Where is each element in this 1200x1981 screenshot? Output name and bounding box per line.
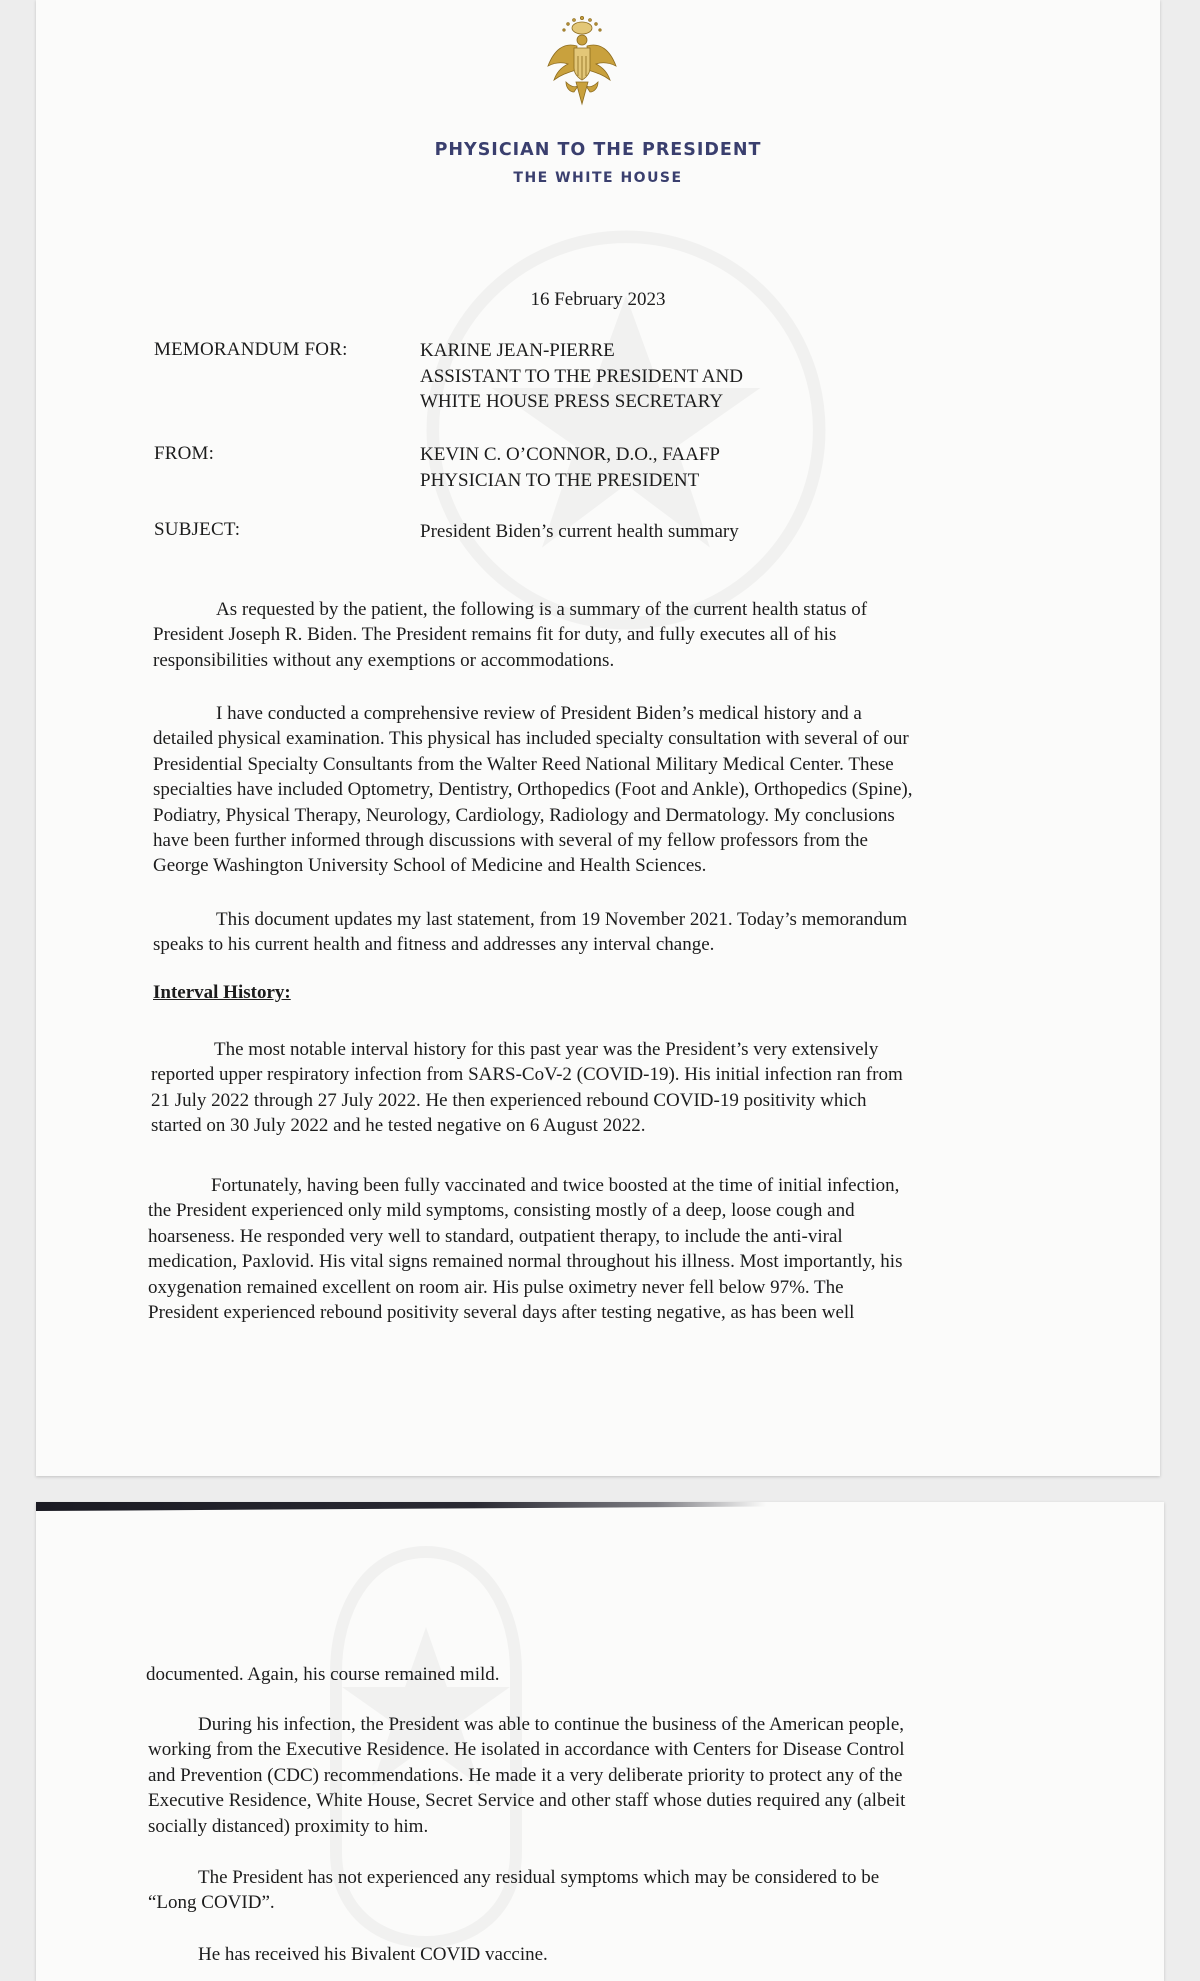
paragraph-line: specialties have included Optometry, Dentistry, Orthopedics (Foot and Ankle), Orthopedics (Spine), [153, 779, 913, 801]
memo-subject: President Biden’s current health summary [420, 521, 739, 542]
paragraph-line: This document updates my last statement, from 19 November 2021. Today’s memorandum [216, 909, 908, 930]
paragraph-line: hoarseness. He responded very well to standard, outpatient therapy, to include the anti-viral [148, 1225, 843, 1247]
body-paragraph [153, 907, 907, 958]
paragraph-line: detailed physical examination. This physical has included specialty consultation with several of our [153, 728, 909, 750]
paragraph-line: started on 30 July 2022 and he tested negative on 6 August 2022. [151, 1115, 646, 1137]
memo-from-line: PHYSICIAN TO THE PRESIDENT [420, 469, 700, 491]
paragraph-line: As requested by the patient, the following is a summary of the current health status of [216, 599, 868, 620]
paragraph-line: George Washington University School of Medicine and Health Sciences. [153, 855, 707, 877]
memo-page-2 [36, 1502, 1164, 1981]
letterhead-subtitle: THE WHITE HOUSE [513, 170, 683, 186]
body-paragraph [151, 1037, 903, 1139]
paragraph-line: socially distanced) proximity to him. [148, 1815, 429, 1837]
paragraph-line: have been further informed through discussions with several of my fellow professors from the [153, 830, 868, 852]
paragraph-line: and Prevention (CDC) recommendations. He made it a very deliberate priority to protect any of the [148, 1764, 903, 1786]
paragraph-line: reported upper respiratory infection from SARS-CoV-2 (COVID-19). His initial infection ran from [151, 1064, 903, 1086]
memo-for-line: WHITE HOUSE PRESS SECRETARY [420, 391, 724, 412]
memo-from-line: KEVIN C. O’CONNOR, D.O., FAAFP [420, 444, 720, 465]
scan-edge-shadow [36, 1502, 766, 1511]
body-paragraph [148, 1942, 548, 1967]
paragraph-line: documented. Again, his course remained mild. [146, 1664, 500, 1685]
body-paragraph [148, 1173, 902, 1325]
paragraph-line: Podiatry, Physical Therapy, Neurology, Cardiology, Radiology and Dermatology. My conclusions [153, 804, 895, 826]
paragraph-line: Executive Residence, White House, Secret Service and other staff whose duties required any (albeit [148, 1790, 906, 1812]
paragraph-line: medication, Paxlovid. His vital signs remained normal throughout his illness. Most importantly, his [148, 1251, 903, 1273]
paragraph-line: During his infection, the President was able to continue the business of the American people, [198, 1714, 904, 1735]
paragraph-line: I have conducted a comprehensive review of President Biden’s medical history and a [216, 703, 862, 724]
paragraph-line: President Joseph R. Biden. The President remains fit for duty, and fully executes all of his [153, 624, 837, 646]
body-paragraph [148, 1865, 879, 1916]
memo-for-line: KARINE JEAN-PIERRE [420, 340, 615, 361]
presidential-eagle-seal-icon [544, 12, 620, 110]
paragraph-line: “Long COVID”. [148, 1892, 275, 1914]
paragraph-line: Fortunately, having been fully vaccinated and twice boosted at the time of initial infection, [211, 1175, 900, 1196]
paragraph-line: responsibilities without any exemptions or accommodations. [153, 649, 615, 671]
memo-date: 16 February 2023 [530, 289, 666, 310]
paragraph-line: The most notable interval history for this past year was the President’s very extensively [214, 1039, 879, 1060]
paragraph-line: President experienced rebound positivity several days after testing negative, as has been well [148, 1302, 855, 1324]
body-paragraph [153, 701, 912, 879]
paragraph-line: working from the Executive Residence. He isolated in accordance with Centers for Disease Control [148, 1739, 905, 1761]
paragraph-line: The President has not experienced any residual symptoms which may be considered to be [198, 1867, 880, 1888]
body-paragraph [148, 1712, 905, 1839]
paragraph-line: 21 July 2022 through 27 July 2022. He then experienced rebound COVID-19 positivity which [151, 1089, 867, 1111]
section-heading-interval-history: Interval History: [153, 982, 291, 1003]
memo-from-label: FROM: [154, 443, 215, 464]
paragraph-line: oxygenation remained excellent on room air. His pulse oximetry never fell below 97%. The [148, 1276, 844, 1298]
continuation-line [146, 1662, 500, 1687]
paragraph-line: Presidential Specialty Consultants from the Walter Reed National Military Medical Center. These [153, 753, 894, 775]
memo-for-line: ASSISTANT TO THE PRESIDENT AND [420, 365, 743, 387]
body-paragraph [153, 597, 867, 673]
memo-page-1 [36, 0, 1160, 1476]
paragraph-line: speaks to his current health and fitness and addresses any interval change. [153, 934, 715, 956]
watermark-seal-icon [416, 220, 836, 640]
memo-for-recipient [420, 338, 743, 415]
letterhead-title: PHYSICIAN TO THE PRESIDENT [434, 140, 762, 160]
memo-for-label: MEMORANDUM FOR: [154, 339, 348, 360]
memo-from-sender [420, 442, 720, 493]
memo-subject-label: SUBJECT: [154, 519, 241, 540]
paragraph-line: the President experienced only mild symptoms, consisting mostly of a deep, loose cough and [148, 1200, 855, 1222]
paragraph-line: He has received his Bivalent COVID vaccine. [198, 1944, 548, 1965]
